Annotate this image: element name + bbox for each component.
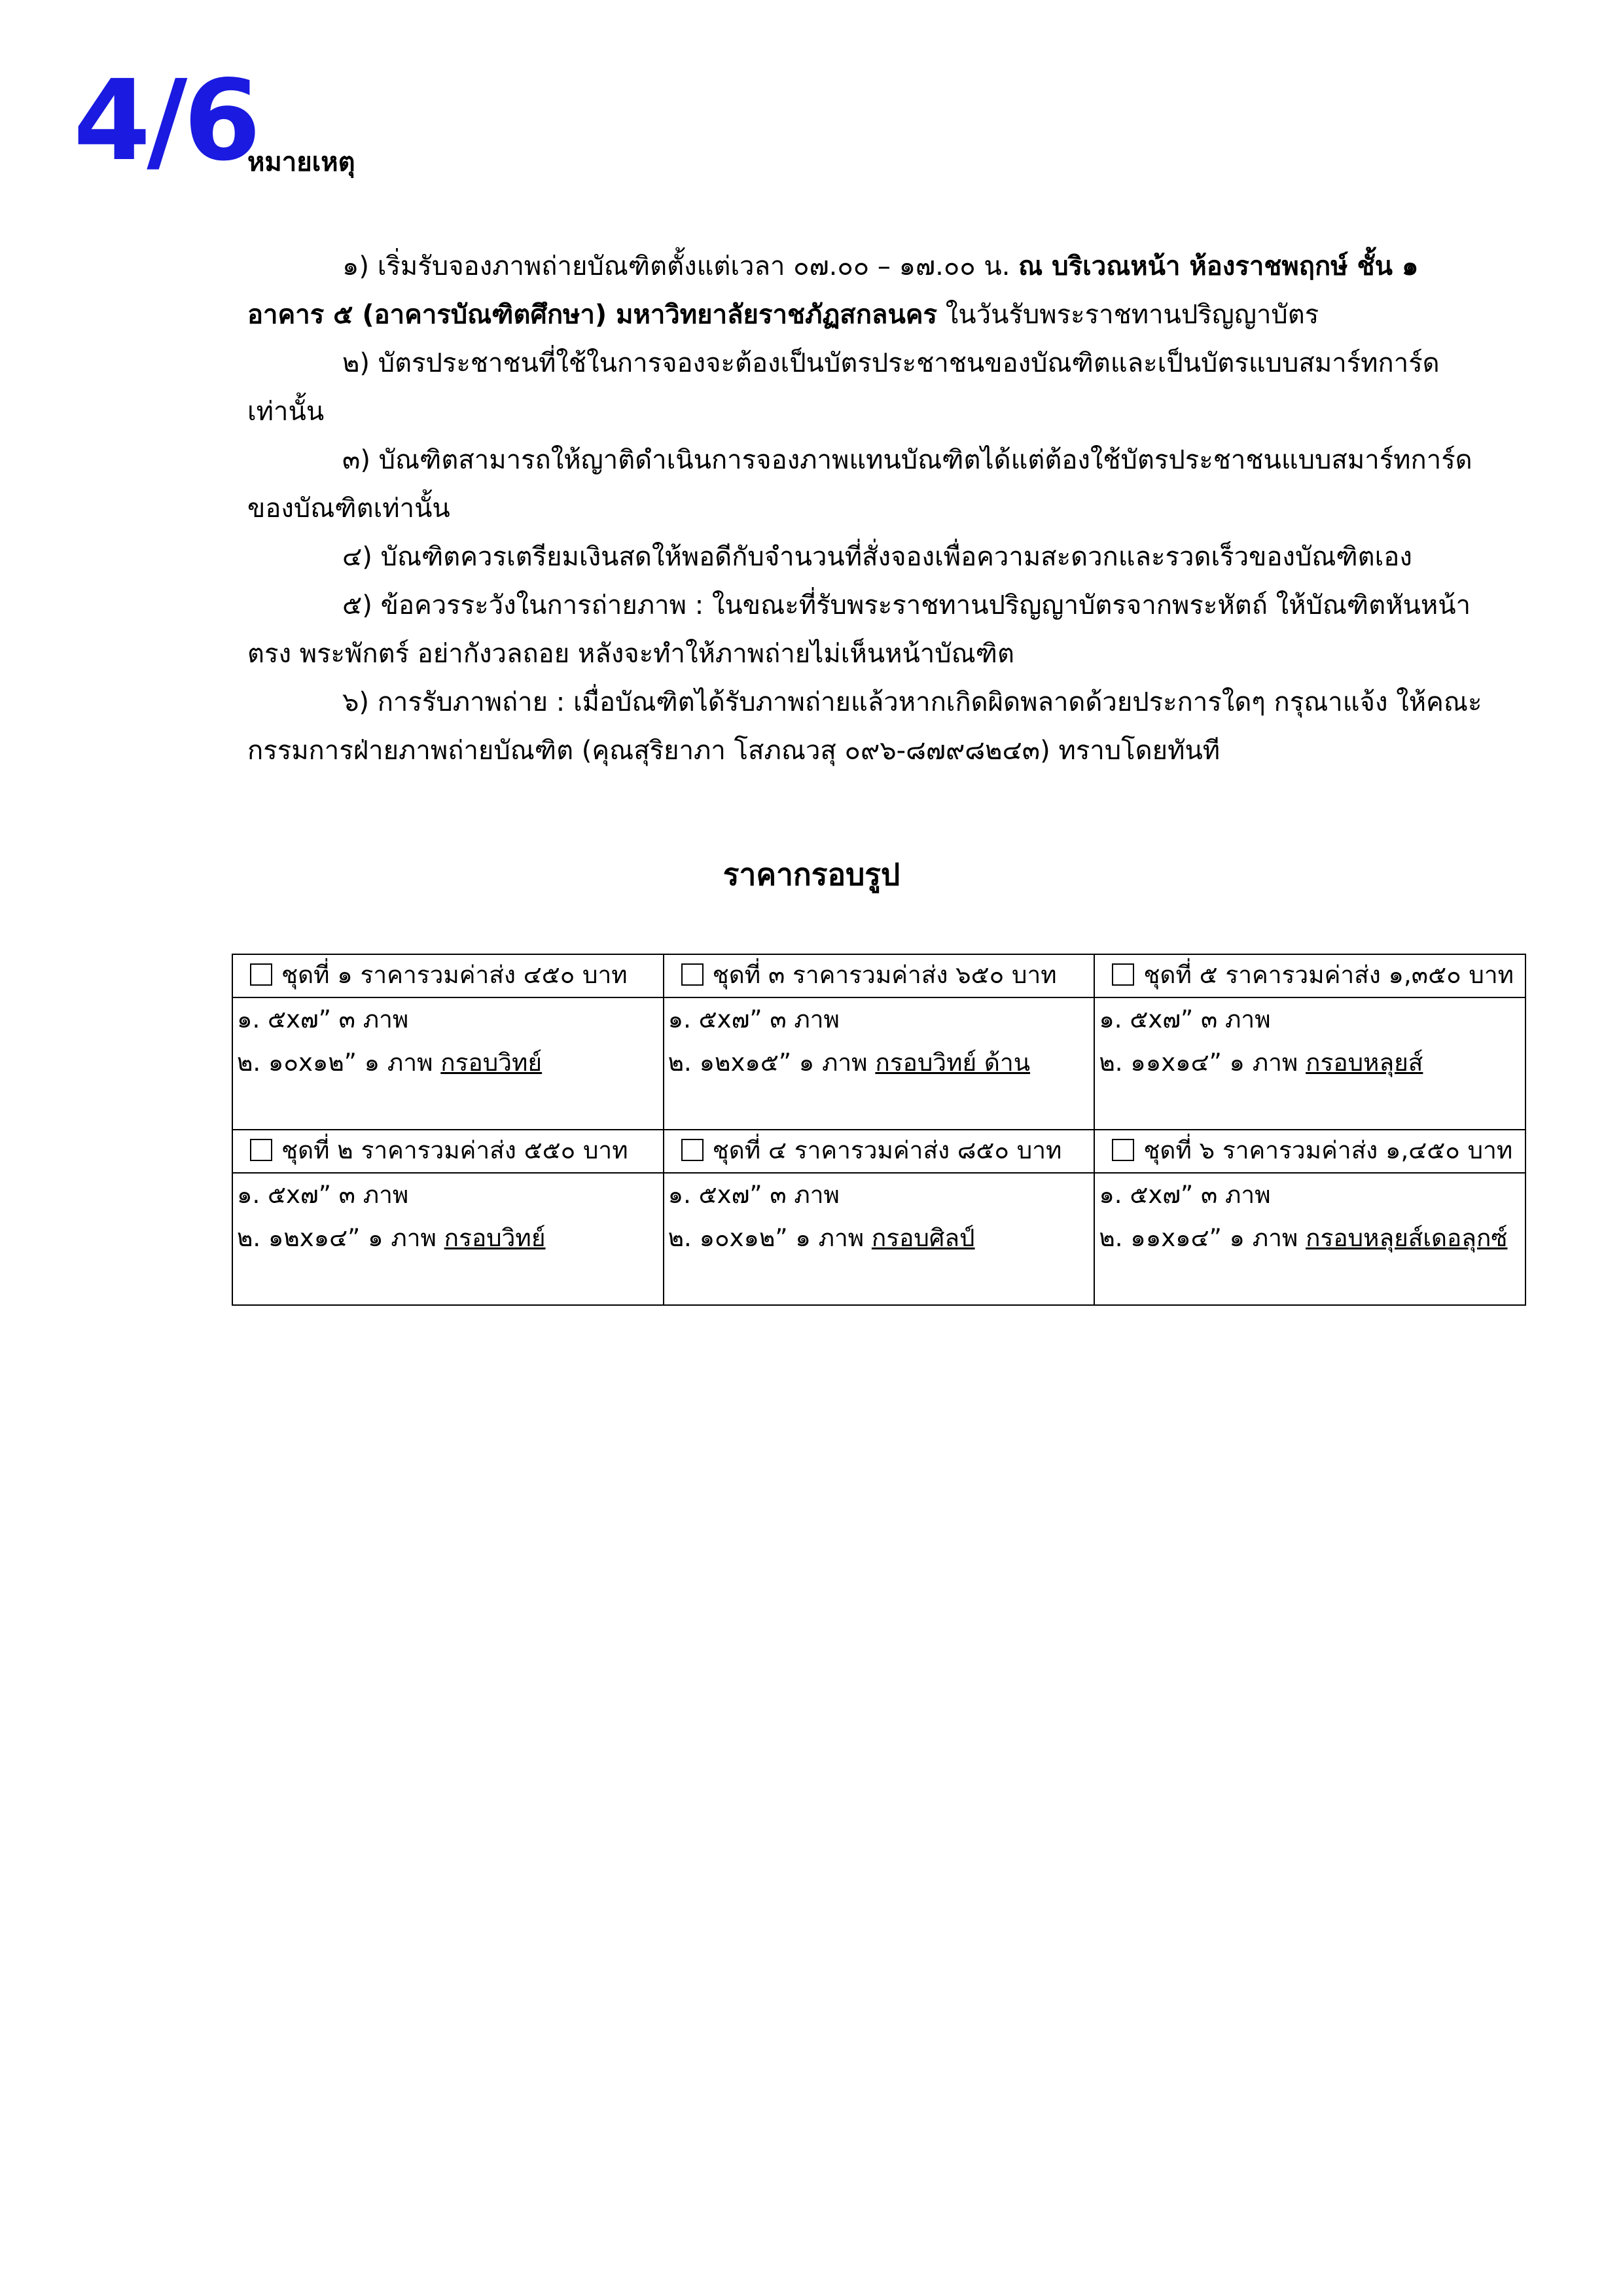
- set-2-checkbox[interactable]: [250, 1139, 272, 1161]
- price-title: ราคากรอบรูป: [722, 857, 901, 892]
- set-4-header: ชุดที่ ๔ ราคารวมค่าส่ง ๘๕๐ บาท: [664, 1130, 1095, 1173]
- note-1: ๑) เริ่มรับจองภาพถ่ายบัณฑิตตั้งแต่เวลา ๐๗.๐๐ – ๑๗.๐๐ น. ณ บริเวณหน้า ห้องราชพฤกษ์ ชั้น ๑ อาคาร ๕ (อาคารบัณฑิตศึกษา) มหาวิทยาลัยราชภัฏสกลนคร ในวันรับพระราชทานปริญญาบัตร: [247, 251, 1419, 330]
- set-6-header: ชุดที่ ๖ ราคารวมค่าส่ง ๑,๔๕๐ บาท: [1094, 1130, 1525, 1173]
- set-1-details: ๑. ๕x๗” ๓ ภาพ ๒. ๑๐x๑๒” ๑ ภาพ กรอบวิทย์: [232, 997, 664, 1130]
- set-5-checkbox[interactable]: [1112, 963, 1134, 986]
- set-6-details: ๑. ๕x๗” ๓ ภาพ ๒. ๑๑x๑๔” ๑ ภาพ กรอบหลุยส์เดอลุกซ์: [1094, 1173, 1525, 1305]
- set-1-checkbox[interactable]: [250, 963, 272, 986]
- remarks-title: หมายเหตุ: [247, 147, 355, 177]
- set-1-header: ชุดที่ ๑ ราคารวมค่าส่ง ๔๕๐ บาท: [232, 954, 664, 997]
- set-5-details: ๑. ๕x๗” ๓ ภาพ ๒. ๑๑x๑๔” ๑ ภาพ กรอบหลุยส์: [1094, 997, 1525, 1130]
- note-2: ๒) บัตรประชาชนที่ใช้ในการจองจะต้องเป็นบัตรประชาชนของบัณฑิตและเป็นบัตรแบบสมาร์ทการ์ดเท่านั้น: [247, 348, 1440, 427]
- note-3: ๓) บัณฑิตสามารถให้ญาติดำเนินการจองภาพแทนบัณฑิตได้แต่ต้องใช้บัตรประชาชนแบบสมาร์ทการ์ดของบัณฑิตเท่านั้น: [247, 445, 1472, 524]
- set-6-checkbox[interactable]: [1112, 1139, 1134, 1161]
- set-3-details: ๑. ๕x๗” ๓ ภาพ ๒. ๑๒x๑๕” ๑ ภาพ กรอบวิทย์ ด้าน: [664, 997, 1095, 1130]
- note-6: ๖) การรับภาพถ่าย : เมื่อบัณฑิตได้รับภาพถ่ายแล้วหากเกิดผิดพลาดด้วยประการใดๆ กรุณาแจ้ง ให้คณะกรรมการฝ่ายภาพถ่ายบัณฑิต (คุณสุริยาภา โสภณวสุ ๐๙๖-๘๗๙๘๒๔๓) ทราบโดยทันที: [247, 687, 1482, 766]
- set-5-header: ชุดที่ ๕ ราคารวมค่าส่ง ๑,๓๕๐ บาท: [1094, 954, 1525, 997]
- price-table: [232, 954, 1526, 1306]
- remarks-list: [247, 242, 1488, 775]
- note-4: ๔) บัณฑิตควรเตรียมเงินสดให้พอดีกับจำนวนที่สั่งจองเพื่อความสะดวกและรวดเร็วของบัณฑิตเอง: [342, 542, 1412, 572]
- page-number: 4/6: [73, 56, 257, 186]
- set-4-checkbox[interactable]: [681, 1139, 704, 1161]
- set-2-details: ๑. ๕x๗” ๓ ภาพ ๒. ๑๒x๑๔” ๑ ภาพ กรอบวิทย์: [232, 1173, 664, 1305]
- note-5: ๕) ข้อควรระวังในการถ่ายภาพ : ในขณะที่รับพระราชทานปริญญาบัตรจากพระหัตถ์ ให้บัณฑิตหันหน้าตรง พระพักตร์ อย่ากังวลถอย หลังจะทำให้ภาพถ่ายไม่เห็นหน้าบัณฑิต: [247, 590, 1471, 669]
- set-2-header: ชุดที่ ๒ ราคารวมค่าส่ง ๕๕๐ บาท: [232, 1130, 664, 1173]
- set-3-checkbox[interactable]: [681, 963, 704, 986]
- set-3-header: ชุดที่ ๓ ราคารวมค่าส่ง ๖๕๐ บาท: [664, 954, 1095, 997]
- set-4-details: ๑. ๕x๗” ๓ ภาพ ๒. ๑๐x๑๒” ๑ ภาพ กรอบศิลป์: [664, 1173, 1095, 1305]
